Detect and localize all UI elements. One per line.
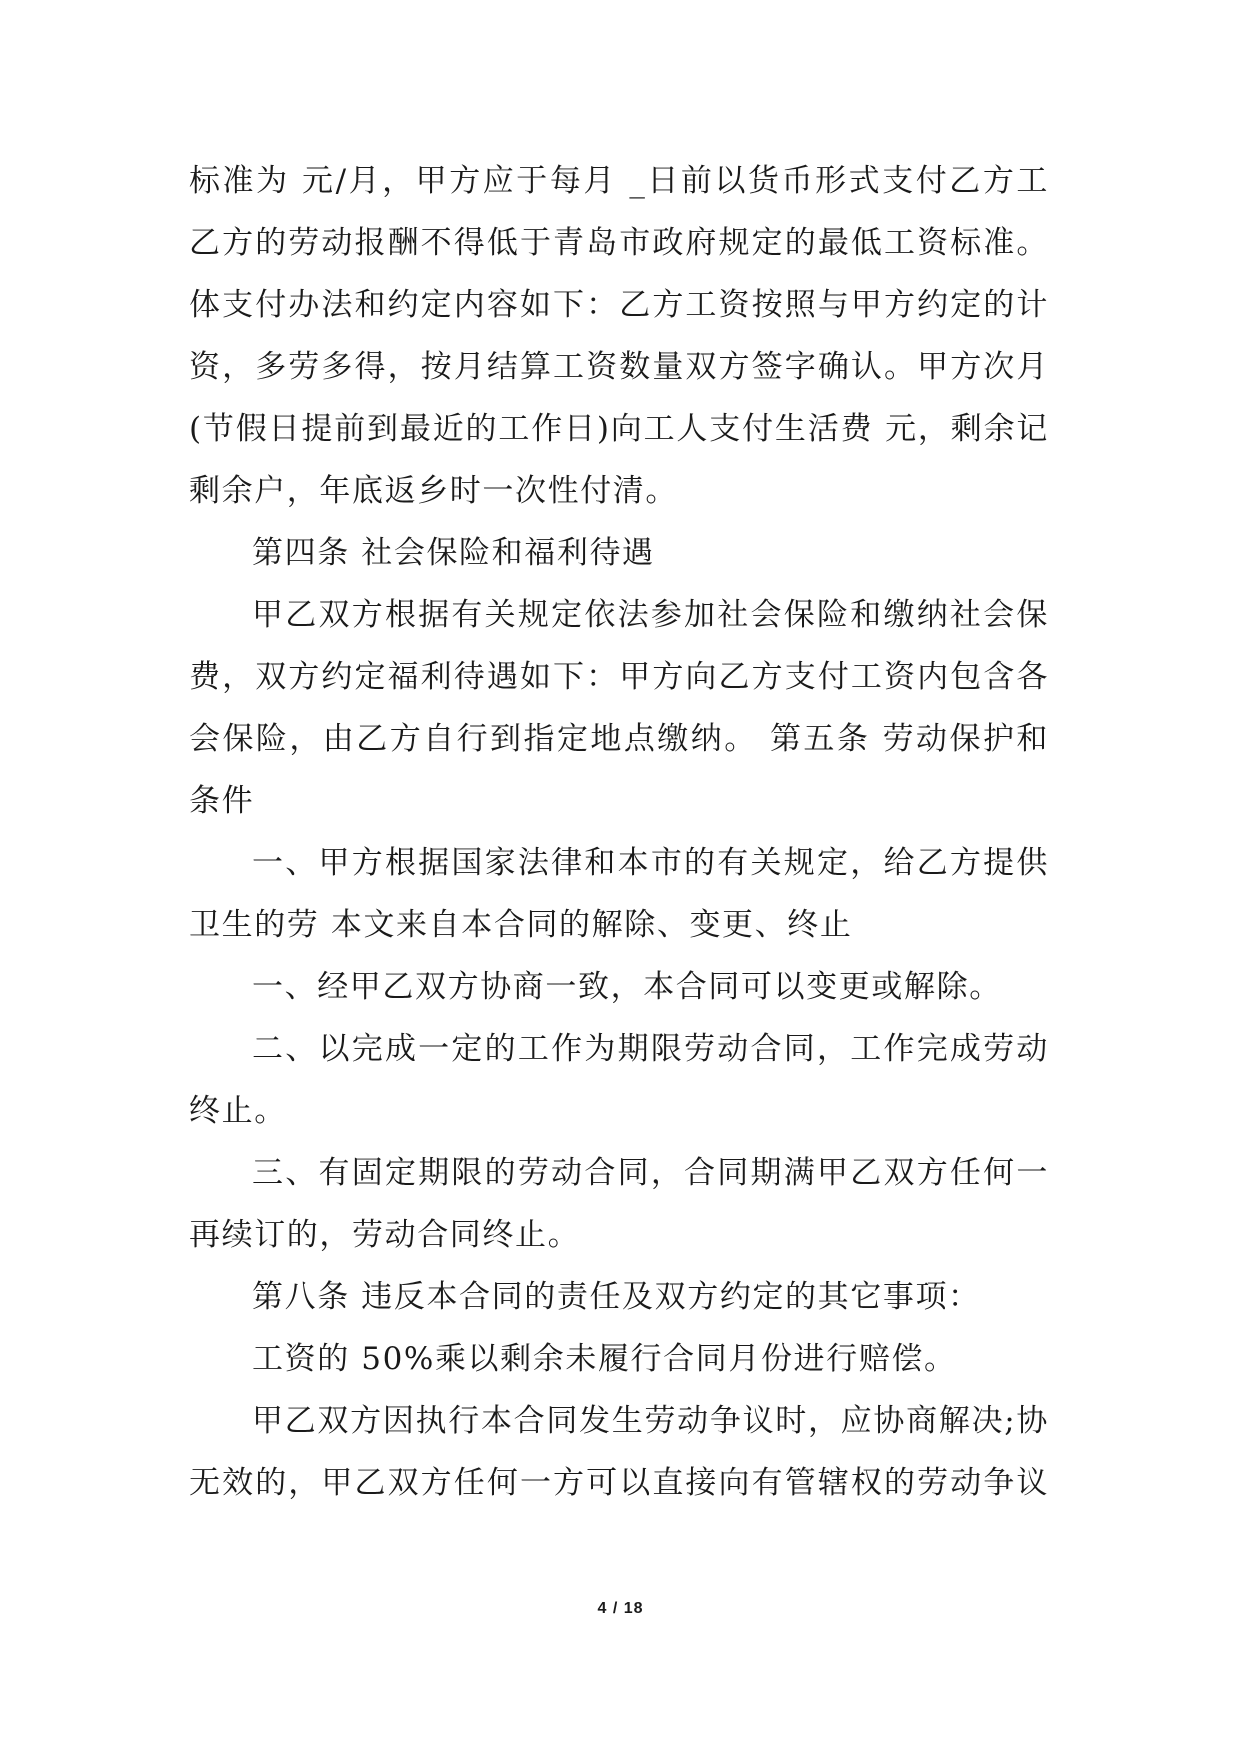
text-line: 甲乙双方根据有关规定依法参加社会保险和缴纳社会保: [252, 597, 1049, 633]
text-line: 标准为 元/月，甲方应于每月 _日前以货币形式支付乙方工: [189, 163, 1049, 199]
document-body: [189, 150, 1049, 1514]
text-line: 无效的，甲乙双方任何一方可以直接向有管辖权的劳动争议: [189, 1465, 1049, 1501]
text-line: 第四条 社会保险和福利待遇: [252, 535, 655, 571]
text-line: 卫生的劳 本文来自本合同的解除、变更、终止: [189, 907, 853, 943]
text-line: 二、以完成一定的工作为期限劳动合同，工作完成劳动: [252, 1031, 1049, 1067]
text-line: 剩余户，年底返乡时一次性付清。: [189, 473, 678, 509]
text-line: (节假日提前到最近的工作日)向工人支付生活费 元，剩余记: [189, 411, 1049, 447]
text-line: 第八条 违反本合同的责任及双方约定的其它事项：: [252, 1279, 981, 1315]
text-line: 资，多劳多得，按月结算工资数量双方签字确认。甲方次月: [189, 349, 1049, 385]
text-line: 费，双方约定福利待遇如下：甲方向乙方支付工资内包含各: [189, 659, 1049, 695]
text-line: 体支付办法和约定内容如下：乙方工资按照与甲方约定的计: [189, 287, 1049, 323]
text-line: 三、有固定期限的劳动合同，合同期满甲乙双方任何一: [252, 1155, 1049, 1191]
text-line: 甲乙双方因执行本合同发生劳动争议时，应协商解决;协: [252, 1403, 1049, 1439]
text-line: 再续订的，劳动合同终止。: [189, 1217, 581, 1253]
text-line: 终止。: [189, 1093, 287, 1129]
text-line: 条件: [189, 783, 255, 819]
text-line: 一、经甲乙双方协商一致，本合同可以变更或解除。: [252, 969, 1002, 1005]
page-number: 4 / 18: [597, 1600, 644, 1617]
text-line: 会保险，由乙方自行到指定地点缴纳。 第五条 劳动保护和: [189, 721, 1049, 757]
text-line: 工资的 50%乘以剩余未履行合同月份进行赔偿。: [252, 1341, 957, 1377]
text-line: 乙方的劳动报酬不得低于青岛市政府规定的最低工资标准。: [189, 225, 1049, 261]
text-line: 一、甲方根据国家法律和本市的有关规定，给乙方提供: [252, 845, 1049, 881]
